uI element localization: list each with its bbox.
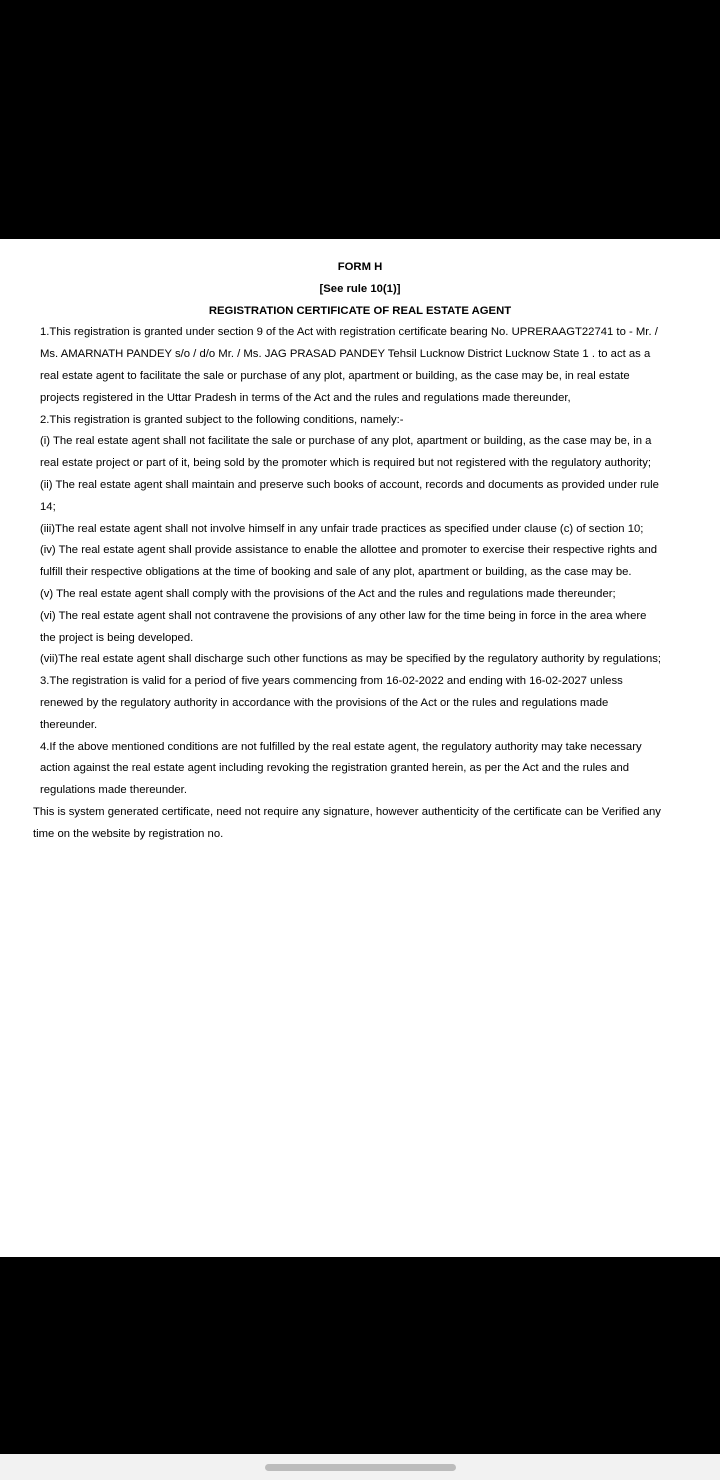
certificate-title: REGISTRATION CERTIFICATE OF REAL ESTATE AGENT [208,304,512,317]
text-line: (vii)The real estate agent shall discharge such other functions as may be specified by the regulatory authority by regulations; [40,653,662,666]
text-line: thereunder. [40,718,98,731]
text-line: Ms. AMARNATH PANDEY s/o / d/o Mr. / Ms. JAG PRASAD PANDEY Tehsil Lucknow District Lucknow State 1 . to act as a [40,348,651,361]
text-line: fulfill their respective obligations at the time of booking and sale of any plot, apartment or building, as the case may be. [40,566,632,579]
text-line: renewed by the regulatory authority in accordance with the provisions of the Act or the rules and regulations made [40,696,609,709]
text-line: real estate agent to facilitate the sale or purchase of any plot, apartment or building, as the case may be, in real estate [40,369,630,382]
text-line: (vi) The real estate agent shall not contravene the provisions of any other law for the time being in force in the area where [40,609,647,622]
text-line: (v) The real estate agent shall comply with the provisions of the Act and the rules and regulations made thereunder; [40,587,616,600]
bottom-black-bar [0,1257,720,1454]
top-black-bar [0,0,720,239]
text-line: projects registered in the Uttar Pradesh in terms of the Act and the rules and regulations made thereunder, [40,391,571,404]
text-line: 14; [40,500,56,513]
certificate-footer-note [0,802,720,846]
navigation-bar [0,1454,720,1480]
text-line: time on the website by registration no. [33,827,224,840]
text-line: action against the real estate agent including revoking the registration granted herein, as per the Act and the rules and [40,762,630,775]
text-line: 1.This registration is granted under section 9 of the Act with registration certificate bearing No. UPRERAAGT22741 to - Mr. / [40,326,658,339]
certificate-document [0,257,720,846]
text-line: 3.The registration is valid for a period of five years commencing from 16-02-2022 and ending with 16-02-2027 unless [40,675,623,688]
certificate-body [0,322,720,802]
text-line: real estate project or part of it, being sold by the promoter which is required but not registered with the regulatory authority; [40,457,651,470]
form-title: FORM H [337,261,383,273]
gesture-handle[interactable] [265,1464,456,1471]
rule-reference: [See rule 10(1)] [319,282,401,295]
text-line: This is system generated certificate, need not require any signature, however authenticity of the certificate can be Verified any [33,805,661,818]
text-line: (ii) The real estate agent shall maintain and preserve such books of account, records and documents as provided under rule [40,478,659,491]
text-line: the project is being developed. [40,631,194,644]
text-line: regulations made thereunder. [40,784,187,797]
text-line: 2.This registration is granted subject to the following conditions, namely:- [40,413,404,426]
text-line: (iv) The real estate agent shall provide assistance to enable the allottee and promoter to exercise their respective rights and [40,544,658,557]
text-line: (i) The real estate agent shall not facilitate the sale or purchase of any plot, apartment or building, as the case may be, in a [40,435,652,448]
text-line: (iii)The real estate agent shall not involve himself in any unfair trade practices as specified under clause (c) of section 10; [40,522,644,535]
text-line: 4.If the above mentioned conditions are not fulfilled by the real estate agent, the regulatory authority may take necessary [40,740,642,753]
